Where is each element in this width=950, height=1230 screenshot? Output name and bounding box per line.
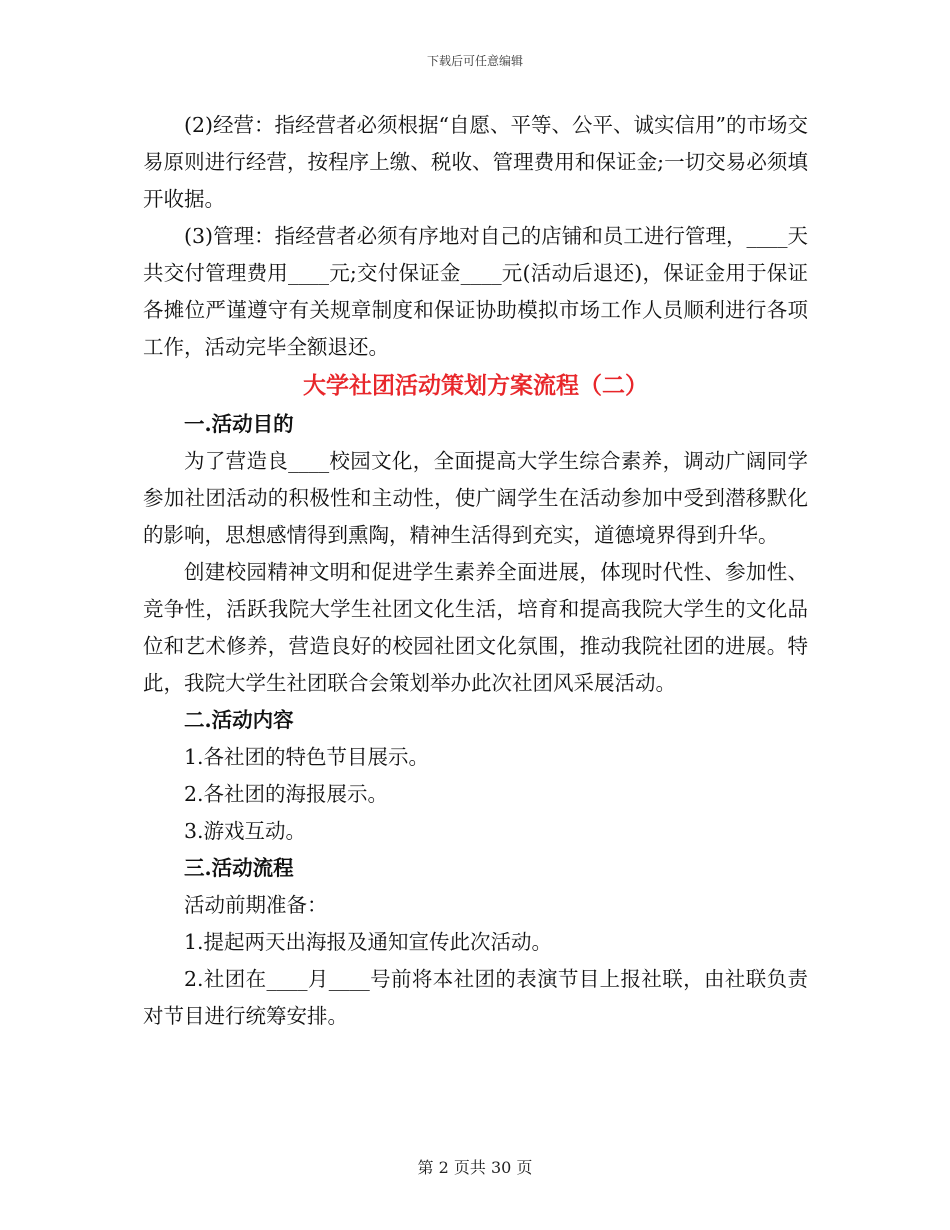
heading-activity-process: 三.活动流程: [184, 856, 294, 880]
paragraph-management: (3)管理：指经营者必须有序地对自己的店铺和员工进行管理，____天共交付管理费用____元;交付保证金____元(活动后退还)，保证金用于保证各摊位严谨遵守有关规章制度和保证协助模拟市场工作人员顺利进行各项工作，活动完毕全额退还。: [143, 224, 808, 359]
paragraph-operation: (2)经营：指经营者必须根据“自愿、平等、公平、诚实信用”的市场交易原则进行经营，按程序上缴、税收、管理费用和保证金;一切交易必须填开收据。: [143, 113, 808, 211]
page-header: 下载后可任意编辑: [426, 54, 523, 68]
heading-activity-content: 二.活动内容: [184, 708, 294, 732]
list-item-content-3: 3.游戏互动。: [184, 819, 307, 843]
document-body: [143, 107, 808, 1035]
section-title: 大学社团活动策划方案流程（二）: [303, 372, 648, 399]
list-item-content-2: 2.各社团的海报展示。: [184, 782, 389, 806]
subheading-preparation: 活动前期准备：: [184, 893, 328, 917]
page-footer: 第 2 页共 30 页: [417, 1158, 533, 1177]
paragraph-purpose-1: 为了营造良____校园文化，全面提高大学生综合素养，调动广阔同学参加社团活动的积极性和主动性，使广阔学生在活动参加中受到潜移默化的影响，思想感情得到熏陶，精神生活得到充实，道德境界得到升华。: [143, 449, 808, 547]
list-item-process-2: 2.社团在____月____号前将本社团的表演节目上报社联，由社联负责对节目进行统筹安排。: [143, 967, 808, 1028]
paragraph-purpose-2: 创建校园精神文明和促进学生素养全面进展，体现时代性、参加性、竞争性，活跃我院大学生社团文化生活，培育和提高我院大学生的文化品位和艺术修养，营造良好的校园社团文化氛围，推动我院社团的进展。特此，我院大学生社团联合会策划举办此次社团风采展活动。: [143, 560, 808, 695]
heading-activity-purpose: 一.活动目的: [184, 412, 294, 436]
list-item-content-1: 1.各社团的特色节目展示。: [184, 745, 430, 769]
list-item-process-1: 1.提起两天出海报及通知宣传此次活动。: [184, 930, 553, 954]
